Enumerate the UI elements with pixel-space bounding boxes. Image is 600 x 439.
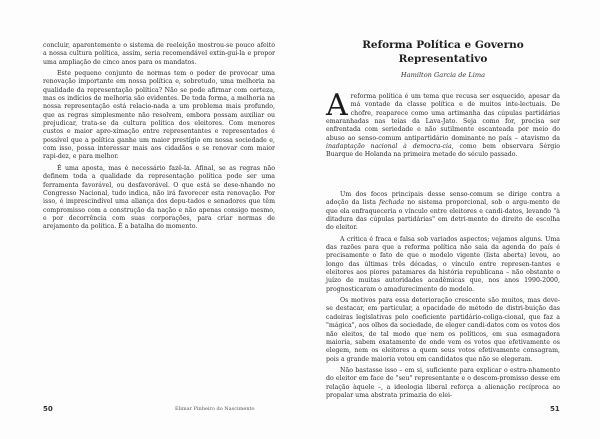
- chapter-author: Hamilton Garcia de Lima: [400, 71, 486, 79]
- paragraph: concluir, aparentemente o sistema de reeleição mostrou-se pouco afeito a nossa cultura política, assim, seria recomendável extin-guí-la e propor uma ampliação de cinco anos para os mandatos.: [43, 42, 275, 66]
- paragraph: Os motivos para essa deterioração crescente são muitos, mas deve-se destacar, em particular, a opacidade do método de distri-buição das cadeiras legislativas pelo coeficiente partidário-coliga-cional, que faz a "mágica", aos olhos da sociedade, de eleger candi-datos com os votos dos não eleitos, de tal modo que nem os políticos, em sua esmagadora maioria, sabem exatamente de onde vem os votos que efetivamente os elegem, nem os eleitores a quem seus votos efetivamente consagram, pois a grande maioria votou em candidatos que não se elegeram.: [326, 297, 560, 363]
- paragraph: Não bastasse isso – em si, suficiente para explicar o estra-nhamento do eleitor em face de "seu" representante e o descom-promisso desse em relação àquele –, a ideologia liberal reforça a alienação recíproca ao propalar uma abstrata primazia do elei-: [326, 366, 560, 399]
- page-number-right: 51: [550, 405, 560, 413]
- paragraph-italic: fechada: [379, 199, 405, 207]
- chapter-title: Reforma Política e Governo Representativo: [362, 39, 524, 65]
- running-head: Elimar Pinheiro do Nascimento: [175, 406, 255, 412]
- left-body-text: [43, 42, 275, 235]
- paragraph-text-end: no sistema proporcional, sob o argu-mento de que ela enfraqueceria o vínculo entre eleitores e candi-datos, levando "à ditadura das cúpulas partidárias" em detri-mento do direito de escolha do eleitor.: [326, 199, 561, 232]
- paragraph: [326, 191, 560, 233]
- page-number-left: 50: [43, 405, 53, 413]
- lead-italic: inadaptação nacional à democra-cia: [326, 143, 452, 151]
- lead-text: reforma política é um tema que recusa ser esquecido, apesar da má vontade da classe política e de muitos inte-lectuais. De chofre, reaparece como uma artimanha das cúpulas partidárias emaranhadas nas teias da Lava-Jato. Seja como for, precisa ser enfrentada com seriedade e não sutilmente escanteada por meio do abuso ao senso-comum antipartidário dominante no país – atavismo da: [326, 93, 560, 142]
- lead-paragraph: [326, 88, 560, 160]
- paragraph: Este pequeno conjunto de normas tem o poder de provocar uma renovação importante em nossa política e, sobretudo, uma melhoria na qualidade da representação política? Não se pode afirmar com certeza, mas os indícios de melhoria são evidentes. De toda forma, a melhoria na nossa representação está relacio-nada a um problema mais profundo, que as regras simplesmente não resolvem, embora possam auxiliar ou prejudicar, trata-se da cultura política dos eleitores. Com menores custos e maior apro-ximação entre representantes e representados é possível que a política ganhe um maior prestígio em nossa sociedade e, com isso, possa interessar mais aos cidadãos e se renovar com maior rapi-dez, e para melhor.: [43, 70, 275, 161]
- drop-cap: A: [326, 88, 348, 123]
- paragraph: É uma aposta, mas é necessário fazê-la. Afinal, se as regras não definem toda a qualidade da representação política pode ser uma ferramenta favorável, ou desfavorável. O que está se dese-nhando no Congresso Nacional, tudo indica, não irá favorecer esta renovação. Por isso, é imprescindível uma aliança dos depu-tados e senadores que têm compromisso com a construção da nação e não apenas consigo mesmo, e por decorrência com suas corporações, para criar normas de arejamento da política. É a batalha do momento.: [43, 164, 275, 231]
- right-page: [300, 0, 600, 439]
- paragraph: A crítica é fraca e falsa sob variados aspectos; vejamos alguns. Uma das razões para que a reforma política não saia da agenda do país é precisamente o fato de que o modelo vigente (lista aberta) levou, ao longo das últimas três décadas, o vínculo entre represen-tantes e eleitores aos piores patamares da história republicana – não obstante o juízo de muitas autoridades acadêmicas que, nos anos 1990-2000, prognosticaram o amadurecimento do modelo.: [326, 235, 560, 293]
- lead-text-end: , como bem observara Sérgio Buarque de Holanda na primeira metade do século passado.: [326, 143, 560, 159]
- paragraph-text: Um dos focos principais desse senso-comum se dirige contra a adoção da lista: [326, 191, 560, 207]
- right-body-text: [326, 191, 560, 403]
